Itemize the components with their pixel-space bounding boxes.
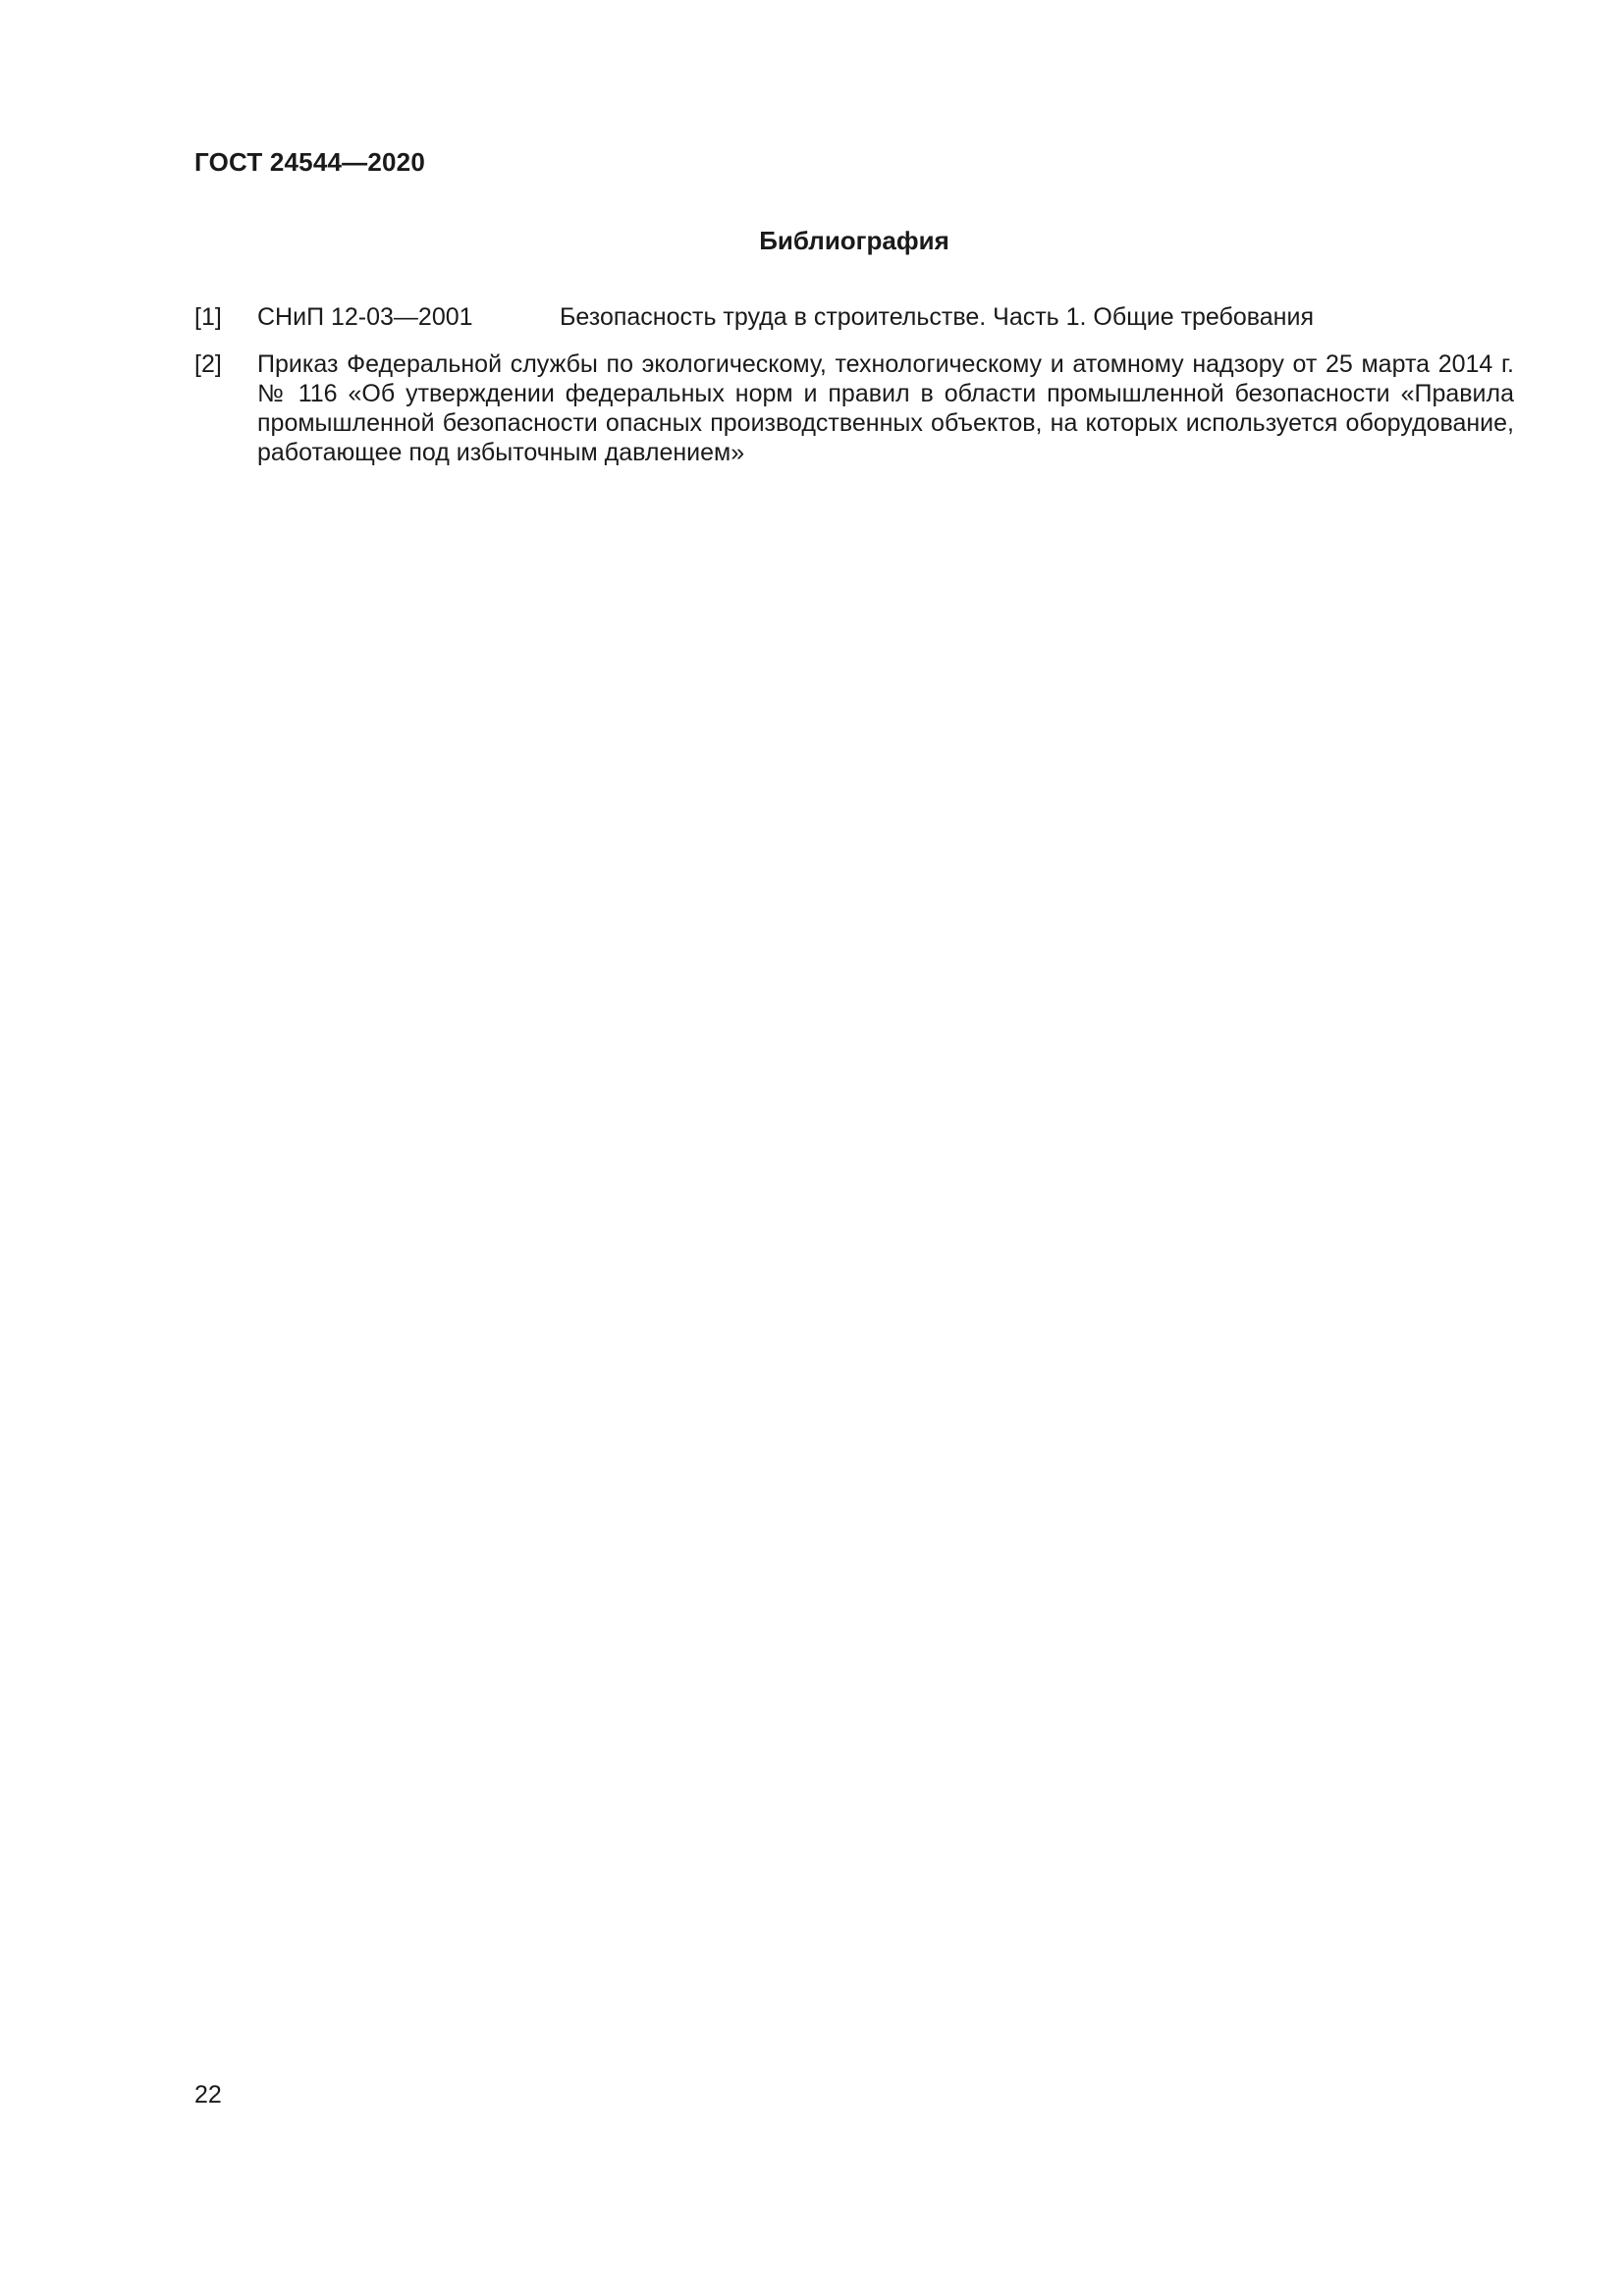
standard-id-header: ГОСТ 24544—2020 xyxy=(194,147,425,177)
bibliography-entry-number: [2] xyxy=(194,350,222,378)
bibliography-entry-number: [1] xyxy=(194,303,222,331)
bibliography-title: Библиография xyxy=(759,226,949,255)
page-number: 22 xyxy=(194,2081,222,2109)
bibliography-entry-code: СНиП 12-03—2001 xyxy=(257,303,473,331)
bibliography-list xyxy=(194,302,1514,467)
bibliography-entry-title: Безопасность труда в строительстве. Часть 1. Общие требования xyxy=(560,303,1314,331)
bibliography-entry-1 xyxy=(194,302,1514,332)
bibliography-entry-text: Приказ Федеральной службы по экологическому, технологическому и атомному надзору от 25 марта 2014 г. № 116 «Об утверждении федеральных норм и правил в области промышленной безопасности «Правила промышленной безопасности опасных производственных объектов, на которых используется оборудование, работающее под избыточным давлением» xyxy=(257,350,1514,466)
bibliography-entry-2 xyxy=(194,349,1514,467)
